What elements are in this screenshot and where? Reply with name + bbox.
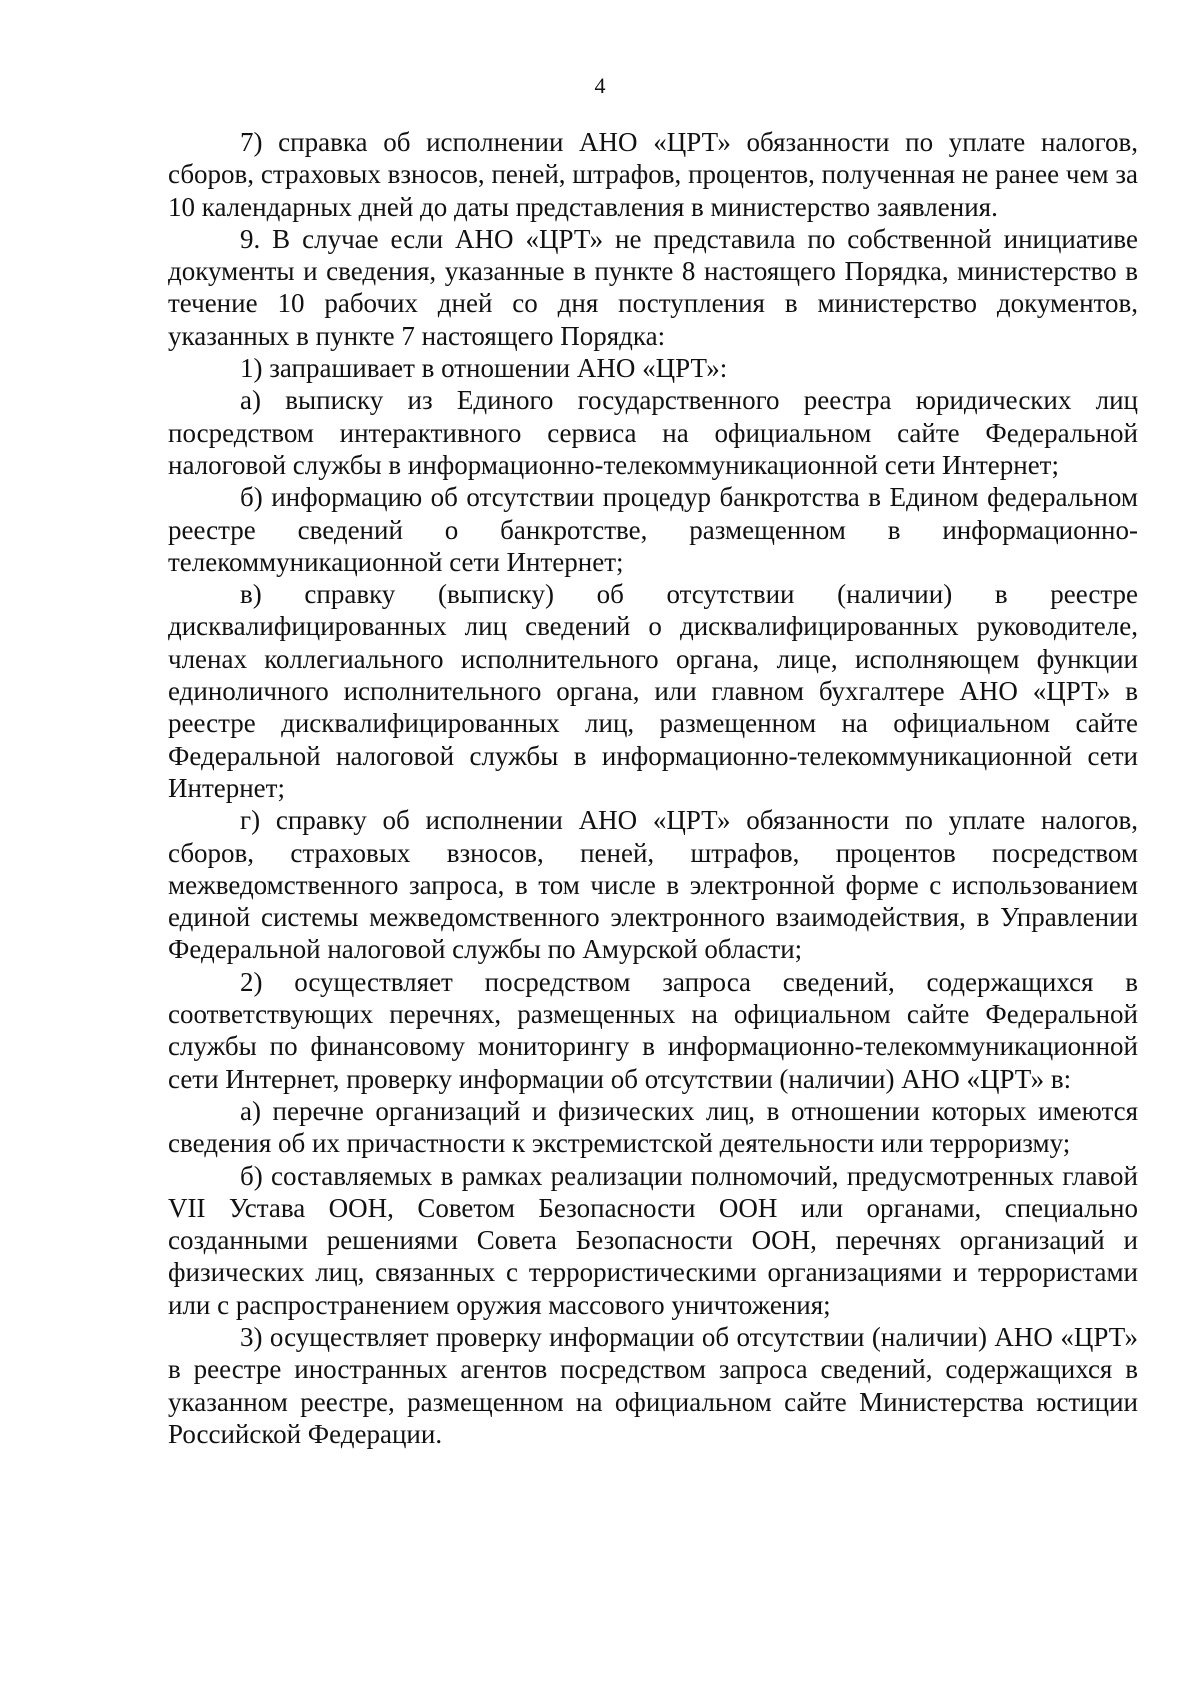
document-body bbox=[168, 126, 1138, 1450]
paragraph-subclause-1v: в) справку (выписку) об отсутствии (наличии) в реестре дисквалифицированных лиц сведений о дисквалифицированных руководителе, членах коллегиального исполнительного органа, лице, исполняющем функции единоличного исполнительного органа, или главном бухгалтере АНО «ЦРТ» в реестре дисквалифицированных лиц, размещенном на официальном сайте Федеральной налоговой службы в информационно-телекоммуникационной сети Интернет; bbox=[168, 579, 1138, 803]
paragraph-subclause-3: 3) осуществляет проверку информации об отсутствии (наличии) АНО «ЦРТ» в реестре иностранных агентов посредством запроса сведений, содержащихся в указанном реестре, размещенном на официальном сайте Министерства юстиции Российской Федерации. bbox=[168, 1321, 1138, 1449]
paragraph-subclause-2b: б) составляемых в рамках реализации полномочий, предусмотренных главой VII Устава ООН, Советом Безопасности ООН или органами, специально созданными решениями Совета Безопасности ООН, перечнях организаций и физических лиц, связанных с террористическими организациями и террористами или с распространением оружия массового уничтожения; bbox=[168, 1160, 1138, 1320]
paragraph-subclause-2a: а) перечне организаций и физических лиц, в отношении которых имеются сведения об их причастности к экстремистской деятельности или терроризму; bbox=[168, 1095, 1138, 1159]
paragraph-subclause-1: 1) запрашивает в отношении АНО «ЦРТ»: bbox=[240, 353, 728, 384]
paragraph-subclause-2: 2) осуществляет посредством запроса сведений, содержащихся в соответствующих перечнях, размещенных на официальном сайте Федеральной службы по финансовому мониторингу в информационно-телекоммуникационной сети Интернет, проверку информации об отсутствии (наличии) АНО «ЦРТ» в: bbox=[168, 966, 1138, 1094]
paragraph-subclause-1g: г) справку об исполнении АНО «ЦРТ» обязанности по уплате налогов, сборов, страховых взносов, пеней, штрафов, процентов посредством межведомственного запроса, в том числе в электронной форме с использованием единой системы межведомственного электронного взаимодействия, в Управлении Федеральной налоговой службы по Амурской области; bbox=[168, 805, 1138, 965]
paragraph-subclause-1a: а) выписку из Единого государственного реестра юридических лиц посредством интерактивного сервиса на официальном сайте Федеральной налоговой службы в информационно-телекоммуникационной сети Интернет; bbox=[168, 385, 1138, 480]
paragraph-clause-9: 9. В случае если АНО «ЦРТ» не представила по собственной инициативе документы и сведения, указанные в пункте 8 настоящего Порядка, министерство в течение 10 рабочих дней со дня поступления в министерство документов, указанных в пункте 7 настоящего Порядка: bbox=[168, 223, 1138, 351]
page-number: 4 bbox=[594, 73, 606, 98]
paragraph-item-7: 7) справка об исполнении АНО «ЦРТ» обязанности по уплате налогов, сборов, страховых взносов, пеней, штрафов, процентов, полученная не ранее чем за 10 календарных дней до даты представления в министерство заявления. bbox=[168, 127, 1138, 222]
paragraph-subclause-1b: б) информацию об отсутствии процедур банкротства в Едином федеральном реестре сведений о банкротстве, размещенном в информационно-телекоммуникационной сети Интернет; bbox=[168, 482, 1138, 577]
